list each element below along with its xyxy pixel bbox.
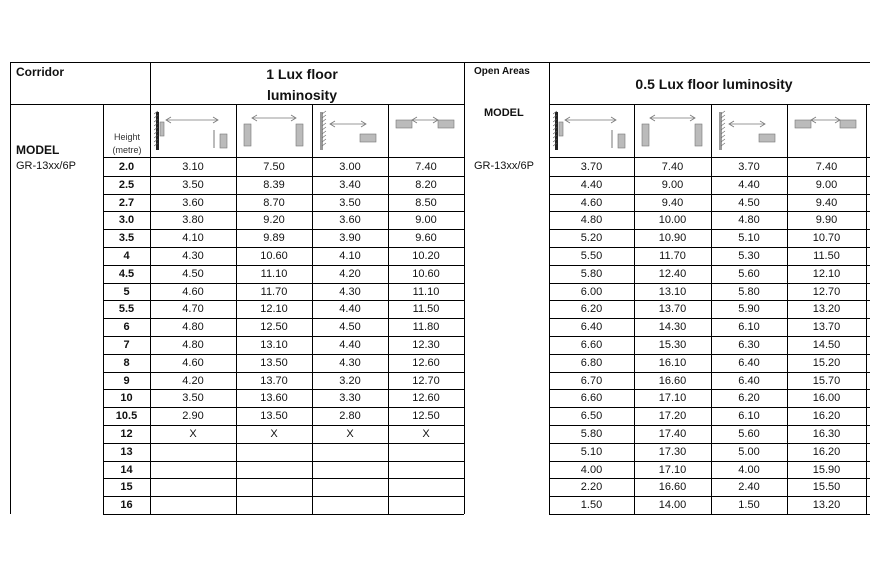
- left-table-cell: 13.10: [260, 339, 288, 351]
- right-table-cell: 16.60: [658, 375, 687, 387]
- height-value: 16: [120, 499, 133, 511]
- left-table-cell: X: [189, 428, 197, 440]
- right-table-cell: 16.00: [812, 392, 841, 404]
- left-table-cell: 13.70: [260, 375, 288, 387]
- open-span-icon: [638, 108, 707, 154]
- left-table-cell: [150, 444, 236, 460]
- left-table-cell: 4.60: [182, 286, 204, 298]
- left-table-cell: 7.40: [415, 161, 437, 173]
- height-value: 2.5: [118, 179, 135, 191]
- right-table-cell: 16.10: [658, 357, 687, 369]
- right-table-cell: 15.70: [812, 375, 841, 387]
- right-table-cell: 17.10: [658, 464, 687, 476]
- left-table-cell: 13.60: [260, 392, 288, 404]
- left-table-cell: 12.70: [412, 375, 440, 387]
- right-table-cell: 9.40: [661, 197, 684, 209]
- open-areas-label: Open Areas: [474, 66, 530, 77]
- left-table-cell: [312, 444, 388, 460]
- right-table-cell: 14.50: [812, 339, 841, 351]
- right-table-cell: 5.50: [580, 250, 603, 262]
- left-table-cell: 8.39: [263, 179, 285, 191]
- left-table-cell: [312, 462, 388, 478]
- right-table-cell: 4.50: [738, 197, 760, 209]
- right-header-rule: [549, 104, 870, 105]
- right-table-cell: 6.80: [580, 357, 603, 369]
- right-table-cell: 6.40: [738, 375, 760, 387]
- height-value: 14: [120, 464, 133, 476]
- right-row-rule: [549, 514, 870, 515]
- right-body-top-rule: [549, 157, 870, 158]
- right-model-name: GR-13xx/6P: [474, 160, 534, 172]
- left-table-cell: 12.50: [260, 321, 288, 333]
- left-table-cell: 3.40: [339, 179, 361, 191]
- left-table-cell: 13.50: [260, 410, 288, 422]
- right-table-cell: 7.40: [661, 161, 684, 173]
- right-table-cell: 6.10: [738, 410, 760, 422]
- left-table-cell: 13.50: [260, 357, 288, 369]
- left-table-cell: 4.80: [182, 321, 204, 333]
- left-table-cell: 12.60: [412, 357, 440, 369]
- right-table-cell: 6.10: [738, 321, 760, 333]
- left-table-cell: 11.70: [260, 286, 288, 298]
- right-table-cell: 17.30: [658, 446, 687, 458]
- wall-corner-icon: [316, 108, 384, 154]
- left-table-cell: 11.10: [260, 268, 288, 280]
- right-table-cell: 16.20: [812, 410, 841, 422]
- right-table-cell: 5.90: [738, 303, 760, 315]
- left-row-rule: [103, 514, 464, 515]
- left-table-cell: 8.50: [415, 197, 437, 209]
- left-table-cell: 9.60: [415, 232, 437, 244]
- left-title-line2: luminosity: [266, 87, 337, 103]
- right-table-cell: 5.10: [738, 232, 760, 244]
- left-table-cell: X: [422, 428, 430, 440]
- left-table-cell: [150, 497, 236, 513]
- right-table-cell: 6.40: [580, 321, 603, 333]
- left-table-cell: [150, 462, 236, 478]
- right-table-cell: 14.30: [658, 321, 687, 333]
- right-table-cell: 17.10: [658, 392, 687, 404]
- left-table-cell: 4.40: [339, 339, 361, 351]
- table-top-rule: [10, 62, 870, 63]
- right-table-cell: 13.70: [658, 303, 687, 315]
- right-table-cell: 13.70: [812, 321, 841, 333]
- right-table-cell: 3.70: [580, 161, 603, 173]
- wall-corner-icon: [715, 108, 783, 154]
- left-table-cell: 4.20: [339, 268, 361, 280]
- right-table-cell: 5.60: [738, 428, 760, 440]
- right-table-cell: 6.70: [580, 375, 603, 387]
- right-table-cell: 14.00: [658, 499, 687, 511]
- right-table-cell: 16.30: [812, 428, 841, 440]
- right-table-cell: 5.80: [738, 286, 760, 298]
- right-table-cell: 1.50: [580, 499, 603, 511]
- height-value: 6: [123, 321, 130, 333]
- corridor-label: Corridor: [16, 65, 64, 79]
- left-table-cell: 3.20: [339, 375, 361, 387]
- left-table-cell: 12.50: [412, 410, 440, 422]
- right-table-cell: 5.80: [580, 428, 603, 440]
- height-value: 3.0: [118, 214, 135, 226]
- height-value: 13: [120, 446, 133, 458]
- left-model-name: GR-13xx/6P: [16, 160, 76, 172]
- left-table-cell: 3.60: [182, 197, 204, 209]
- left-table-cell: 7.50: [263, 161, 285, 173]
- right-table-cell: 13.20: [812, 499, 841, 511]
- left-table-cell: 3.50: [182, 179, 204, 191]
- right-table-cell: 4.40: [580, 179, 603, 191]
- right-table-cell: 4.60: [580, 197, 603, 209]
- left-table-cell: 9.00: [415, 214, 437, 226]
- wall-mounted-icon: [154, 108, 232, 154]
- right-table-cell: 12.10: [812, 268, 841, 280]
- right-table-cell: 9.00: [815, 179, 838, 191]
- left-table-cell: 3.30: [339, 392, 361, 404]
- right-table-cell: 12.40: [658, 268, 687, 280]
- left-table-cell: 11.80: [412, 321, 440, 333]
- left-table-cell: [388, 497, 464, 513]
- left-table-cell: 4.60: [182, 357, 204, 369]
- height-value: 3.5: [118, 232, 135, 244]
- left-table-cell: 4.30: [182, 250, 204, 262]
- right-table-cell: 15.50: [812, 481, 841, 493]
- left-table-cell: 4.10: [182, 232, 204, 244]
- height-value: 10.5: [115, 410, 138, 422]
- right-col-rule: [866, 104, 867, 514]
- right-table-cell: 13.10: [658, 286, 687, 298]
- right-table-cell: 17.40: [658, 428, 687, 440]
- left-table-cell: [388, 444, 464, 460]
- right-table-cell: 7.40: [815, 161, 838, 173]
- right-table-cell: 6.20: [580, 303, 603, 315]
- height-value: 8: [123, 357, 130, 369]
- height-value: 2.7: [118, 197, 135, 209]
- left-table-cell: 4.80: [182, 339, 204, 351]
- right-table-cell: 3.70: [738, 161, 760, 173]
- left-table-cell: [312, 479, 388, 495]
- left-table-cell: 12.10: [260, 303, 288, 315]
- left-table-cell: [388, 462, 464, 478]
- left-table-cell: 11.10: [412, 286, 440, 298]
- right-table-cell: 6.00: [580, 286, 603, 298]
- left-table-cell: 3.50: [339, 197, 361, 209]
- wall-mounted-icon: [553, 108, 630, 154]
- left-table-cell: 3.50: [182, 392, 204, 404]
- right-table-cell: 4.00: [580, 464, 603, 476]
- right-table-cell: 15.20: [812, 357, 841, 369]
- height-value: 9: [123, 375, 130, 387]
- right-table-cell: 5.10: [580, 446, 603, 458]
- left-table-cell: [388, 479, 464, 495]
- right-table-cell: 6.20: [738, 392, 760, 404]
- right-table-cell: 4.80: [738, 214, 760, 226]
- left-table-cell: 10.60: [412, 268, 440, 280]
- right-table-cell: 5.60: [738, 268, 760, 280]
- right-table-cell: 12.70: [812, 286, 841, 298]
- right-table-cell: 9.90: [815, 214, 838, 226]
- right-table-cell: 6.60: [580, 339, 603, 351]
- right-table-cell: 1.50: [738, 499, 760, 511]
- right-table-cell: 10.90: [658, 232, 687, 244]
- left-table-cell: 4.20: [182, 375, 204, 387]
- right-table-cell: 4.40: [738, 179, 760, 191]
- right-table-cell: 17.20: [658, 410, 687, 422]
- right-table-cell: 6.60: [580, 392, 603, 404]
- left-table-cell: 3.00: [339, 161, 361, 173]
- left-model-label: MODEL: [16, 143, 60, 157]
- right-table-cell: 6.30: [738, 339, 760, 351]
- height-value: 5.5: [118, 303, 135, 315]
- right-table-cell: 4.80: [580, 214, 603, 226]
- right-table-cell: 16.20: [812, 446, 841, 458]
- left-table-cell: 9.89: [263, 232, 285, 244]
- right-table-cell: 4.00: [738, 464, 760, 476]
- right-table-cell: 10.70: [812, 232, 841, 244]
- right-table-cell: 5.00: [738, 446, 760, 458]
- height-value: 12: [120, 428, 133, 440]
- left-table-cell: 4.30: [339, 286, 361, 298]
- ceiling-span-icon: [392, 108, 460, 154]
- left-table-cell: X: [270, 428, 278, 440]
- left-table-cell: 8.20: [415, 179, 437, 191]
- left-header-rule: [10, 104, 464, 105]
- right-table-cell: 5.20: [580, 232, 603, 244]
- right-table-cell: 11.70: [659, 250, 686, 262]
- left-table-cell: 10.20: [412, 250, 440, 262]
- left-table-cell: 4.50: [339, 321, 361, 333]
- left-title-line1: 1 Lux floor: [266, 66, 338, 82]
- right-table-cell: 16.60: [658, 481, 687, 493]
- right-table-cell: 2.20: [580, 481, 603, 493]
- height-value: 4.5: [118, 268, 135, 280]
- height-value: 7: [123, 339, 130, 351]
- right-table-cell: 5.30: [738, 250, 760, 262]
- height-value: 2.0: [118, 161, 135, 173]
- left-table-cell: [312, 497, 388, 513]
- left-table-cell: 4.10: [339, 250, 361, 262]
- left-table-cell: 4.30: [339, 357, 361, 369]
- height-value: 4: [123, 250, 130, 262]
- left-table-cell: 9.20: [263, 214, 285, 226]
- left-table-cell: [150, 479, 236, 495]
- left-table-cell: 3.80: [182, 214, 204, 226]
- right-table-cell: 2.40: [738, 481, 760, 493]
- right-table-cell: 13.20: [812, 303, 841, 315]
- right-title: 0.5 Lux floor luminosity: [635, 76, 793, 92]
- right-table-cell: 5.80: [580, 268, 603, 280]
- right-table-cell: 10.00: [658, 214, 687, 226]
- left-table-cell: 11.50: [412, 303, 440, 315]
- left-table-cell: [236, 479, 312, 495]
- center-divider-rule: [464, 62, 465, 514]
- left-table-cell: 12.30: [412, 339, 440, 351]
- left-table-cell: [236, 444, 312, 460]
- height-value: 5: [123, 286, 130, 298]
- right-table-cell: 15.90: [812, 464, 841, 476]
- ceiling-span-icon: [791, 108, 862, 154]
- left-table-cell: 2.80: [339, 410, 361, 422]
- height-value: 10: [120, 392, 133, 404]
- left-table-cell: 8.70: [263, 197, 285, 209]
- right-table-cell: 9.00: [661, 179, 684, 191]
- right-model-label: MODEL: [484, 107, 524, 119]
- left-table-cell: 3.60: [339, 214, 361, 226]
- left-body-top-rule: [103, 157, 464, 158]
- left-table-cell: 3.10: [182, 161, 204, 173]
- height-value: 15: [120, 481, 133, 493]
- left-table-cell: [236, 462, 312, 478]
- right-table-cell: 9.40: [815, 197, 838, 209]
- right-table-cell: 15.30: [658, 339, 687, 351]
- left-table-cell: [236, 497, 312, 513]
- right-table-cell: 6.40: [738, 357, 760, 369]
- left-table-cell: 4.50: [182, 268, 204, 280]
- left-table-cell: 4.40: [339, 303, 361, 315]
- left-table-cell: X: [346, 428, 354, 440]
- height-unit-label: (metre): [112, 145, 142, 155]
- left-table-cell: 4.70: [182, 303, 204, 315]
- right-table-cell: 11.50: [813, 250, 840, 262]
- left-table-cell: 12.60: [412, 392, 440, 404]
- left-table-cell: 3.90: [339, 232, 361, 244]
- left-table-cell: 2.90: [182, 410, 204, 422]
- height-label: Height: [113, 132, 140, 142]
- left-outer-rule: [10, 62, 11, 514]
- right-table-cell: 6.50: [580, 410, 603, 422]
- open-span-icon: [240, 108, 308, 154]
- left-table-cell: 10.60: [260, 250, 288, 262]
